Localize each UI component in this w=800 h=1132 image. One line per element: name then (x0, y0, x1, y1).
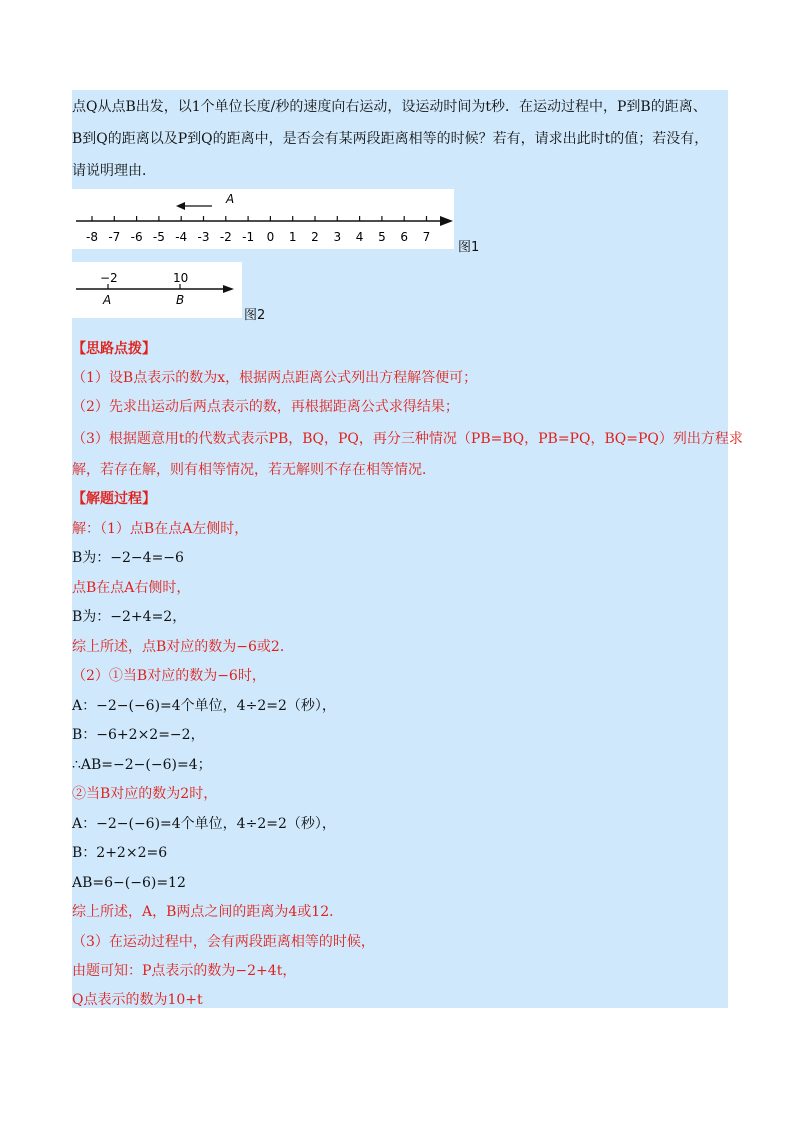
hint-item-3: （3）根据题意用t的代数式表示PB，BQ，PQ，再分三种情况（PB=BQ，PB=PQ，BQ=PQ）列出方程求 (72, 431, 743, 447)
solution-line: 点B在点A右侧时， (72, 580, 191, 596)
axis-arrow-head (440, 216, 453, 226)
axis-tick-label: 3 (333, 230, 342, 244)
axis-tick-label: 0 (266, 230, 275, 244)
solution-heading: 【解题过程】 (72, 491, 156, 507)
hint-item-2: （2）先求出运动后两点表示的数，再根据距离公式求得结果； (72, 399, 459, 415)
problem-line-1: 点Q从点B出发，以1个单位长度/秒的速度向右运动，设运动时间为t秒．在运动过程中，P到B的距离、 (72, 99, 707, 115)
figure-2-caption: 图2 (244, 308, 266, 323)
problem-line-3: 请说明理由． (72, 163, 156, 179)
axis-tick-label: -7 (108, 230, 121, 244)
axis-tick-label: -4 (175, 230, 188, 244)
figure-2-svg (72, 262, 242, 318)
axis-tick-label: -2 (219, 230, 232, 244)
axis-tick-label: 5 (378, 230, 386, 244)
point-b-label: B (176, 293, 185, 307)
solution-line: B为：−2+4=2， (72, 609, 187, 625)
figure-1-number-line (72, 189, 454, 249)
value-a-label: −2 (100, 271, 118, 285)
solution-line: A：−2−(−6)=4个单位，4÷2=2（秒）， (72, 816, 336, 832)
axis-tick-label: 2 (311, 230, 319, 244)
number-line-svg (72, 189, 454, 249)
solution-line: B为：−2−4=−6 (72, 550, 184, 566)
motion-arrow-head (176, 202, 185, 210)
solution-line: B：−6+2×2=−2， (72, 727, 205, 743)
solution-line: ∴AB=−2−(−6)=4； (72, 757, 212, 773)
hint-heading: 【思路点拨】 (72, 341, 156, 357)
solution-line: ②当B对应的数为2时， (72, 786, 218, 802)
axis-tick-label: 6 (400, 230, 409, 244)
value-b-label: 10 (173, 271, 189, 285)
figure-2-number-line (72, 262, 242, 318)
axis-tick-label: -5 (152, 230, 165, 244)
axis-tick-label: 7 (422, 230, 431, 244)
hint-item-4: 解，若存在解，则有相等情况，若无解则不存在相等情况． (72, 462, 436, 478)
axis-tick-label: 4 (355, 230, 364, 244)
solution-line: 解：（1）点B在点A左侧时， (72, 521, 249, 537)
problem-line-2: B到Q的距离以及P到Q的距离中，是否会有某两段距离相等的时候？若有，请求出此时t的值；若没有， (72, 131, 709, 147)
axis-tick-label: 1 (288, 230, 297, 244)
figure-1-caption: 图1 (458, 240, 480, 255)
solution-line: 综上所述，点B对应的数为−6或2． (72, 639, 294, 655)
axis-tick-label: -1 (242, 230, 255, 244)
solution-line: A：−2−(−6)=4个单位，4÷2=2（秒）， (72, 698, 336, 714)
fig2-axis-arrow (223, 285, 234, 293)
solution-line: 由题可知：P点表示的数为−2+4t， (72, 963, 297, 979)
solution-line: 综上所述，A，B两点之间的距离为4或12． (72, 904, 344, 920)
axis-tick-label: -8 (86, 230, 98, 244)
solution-line: Q点表示的数为10+t (72, 992, 203, 1008)
solution-line: AB=6−(−6)=12 (72, 875, 186, 891)
solution-line: （2）①当B对应的数为−6时， (72, 668, 266, 684)
arrow-label-a: A (226, 192, 235, 206)
point-a-label: A (103, 293, 112, 307)
hint-item-1: （1）设B点表示的数为x，根据两点距离公式列出方程解答便可； (72, 370, 478, 386)
solution-line: B：2+2×2=6 (72, 845, 168, 861)
solution-line: （3）在运动过程中，会有两段距离相等的时候， (72, 934, 375, 950)
axis-tick-label: -6 (130, 230, 143, 244)
axis-tick-label: -3 (197, 230, 210, 244)
axis-ticks (86, 216, 430, 244)
